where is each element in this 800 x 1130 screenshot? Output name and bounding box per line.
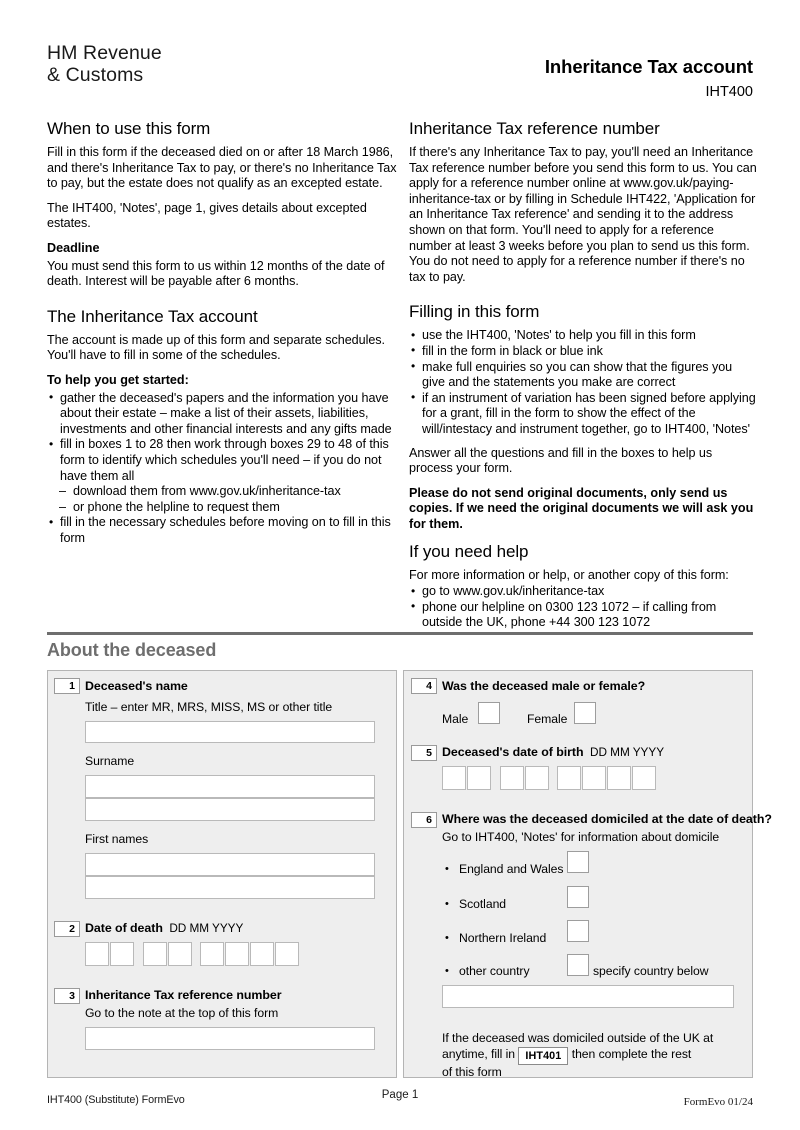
page-header bbox=[0, 0, 800, 105]
sub-list-item: – download them from www.gov.uk/inheritance-tax bbox=[60, 484, 397, 500]
intro-left-column bbox=[47, 118, 397, 554]
list-item: • fill in the necessary schedules before moving on to fill in this form bbox=[47, 515, 397, 546]
specify-country-hint: specify country below bbox=[593, 964, 709, 978]
question-6-hint: Go to IHT400, 'Notes' for information about domicile bbox=[442, 830, 720, 844]
question-number-3: 3 bbox=[54, 988, 80, 1004]
heading-if-you-need-help: If you need help bbox=[409, 542, 529, 562]
male-checkbox[interactable] bbox=[478, 702, 500, 724]
death-month-digit-1[interactable] bbox=[143, 942, 167, 966]
surname-label: Surname bbox=[85, 754, 135, 768]
get-started-sub-list bbox=[60, 484, 397, 515]
birth-day-digit-2[interactable] bbox=[467, 766, 491, 790]
death-year-digit-1[interactable] bbox=[200, 942, 224, 966]
death-month-digit-2[interactable] bbox=[168, 942, 192, 966]
question-number-6: 6 bbox=[411, 812, 437, 828]
domicile-england-wales-checkbox[interactable] bbox=[567, 851, 589, 873]
heading-get-started: To help you get started: bbox=[47, 372, 189, 387]
death-year-digit-3[interactable] bbox=[250, 942, 274, 966]
birth-year-digit-3[interactable] bbox=[607, 766, 631, 790]
intro-right-column bbox=[409, 118, 757, 639]
question-5-label-text: Deceased's date of birth bbox=[442, 745, 584, 759]
list-item bbox=[47, 437, 397, 515]
spacer bbox=[409, 294, 757, 301]
list-item: • phone our helpline on 0300 123 1072 – if calling from outside the UK, phone +44 300 123 1072 bbox=[409, 600, 757, 631]
list-item: • gather the deceased's papers and the information you have about their estate – make a list of their assets, liabilities, investments and other financial interests and any gifts made bbox=[47, 391, 397, 438]
iht401-instruction-note bbox=[442, 1031, 742, 1080]
first-names-label: First names bbox=[85, 832, 149, 846]
first-names-input-row-1[interactable] bbox=[85, 853, 375, 876]
question-3-hint: Go to the note at the top of this form bbox=[85, 1006, 279, 1020]
hmrc-logo-line1: HM Revenue bbox=[47, 42, 162, 64]
question-number-5: 5 bbox=[411, 745, 437, 761]
birth-month-digit-1[interactable] bbox=[500, 766, 524, 790]
deceased-details-panel-right bbox=[403, 670, 753, 1078]
birth-year-digit-4[interactable] bbox=[632, 766, 656, 790]
death-day-digit-2[interactable] bbox=[110, 942, 134, 966]
note-line-2a: anytime, fill in bbox=[442, 1046, 516, 1061]
footer-publisher: FormEvo 01/24 bbox=[683, 1096, 753, 1108]
note-line-2b: then complete the rest bbox=[571, 1046, 692, 1061]
heading-filling-in-this-form: Filling in this form bbox=[409, 302, 540, 322]
birth-date-format-hint: DD MM YYYY bbox=[590, 745, 665, 759]
list-item: • make full enquiries so you can show that the figures you give and the statements you make are correct bbox=[409, 360, 757, 391]
question-2-label bbox=[85, 921, 243, 936]
death-day-digit-1[interactable] bbox=[85, 942, 109, 966]
reference-paragraph: If there's any Inheritance Tax to pay, you'll need an Inheritance Tax reference number before you send this form to us. You can apply for a reference number online at www.gov.uk/paying-inheritance-tax or by filling in Schedule IHT422, 'Application for an Inheritance Tax reference' and sending it to the address shown on that form. You'll need to apply for a reference number at least 3 weeks before you plan to send us this form. You do not need to apply for a reference number if there's no tax to pay. bbox=[409, 145, 757, 284]
list-item-text: fill in boxes 1 to 28 then work through boxes 29 to 48 of this form to identify which schedules you'll need – if you do not have them all bbox=[60, 437, 389, 483]
domicile-option-scotland-label: • Scotland bbox=[459, 897, 506, 912]
filling-in-list bbox=[409, 328, 757, 437]
heading-deadline: Deadline bbox=[47, 240, 100, 255]
heading-when-to-use: When to use this form bbox=[47, 119, 211, 138]
question-2-label-text: Date of death bbox=[85, 921, 163, 935]
form-code: IHT400 bbox=[705, 84, 753, 100]
help-list bbox=[409, 584, 757, 631]
when-paragraph-2: The IHT400, 'Notes', page 1, gives details about excepted estates. bbox=[47, 200, 367, 231]
domicile-scotland-checkbox[interactable] bbox=[567, 886, 589, 908]
note-line-1: If the deceased was domiciled outside of the UK at bbox=[442, 1031, 714, 1045]
female-checkbox[interactable] bbox=[574, 702, 596, 724]
birth-day-digit-1[interactable] bbox=[442, 766, 466, 790]
surname-input-row-1[interactable] bbox=[85, 775, 375, 798]
no-original-documents-warning: Please do not send original documents, only send us copies. If we need the original documents we will ask you for them. bbox=[409, 485, 754, 531]
birth-year-digit-1[interactable] bbox=[557, 766, 581, 790]
surname-input-row-2[interactable] bbox=[85, 798, 375, 821]
section-divider bbox=[47, 632, 753, 635]
footer-form-id: IHT400 (Substitute) FormEvo bbox=[47, 1094, 185, 1106]
question-4-label: Was the deceased male or female? bbox=[442, 679, 646, 693]
spacer bbox=[47, 299, 397, 306]
title-hint: Title – enter MR, MRS, MISS, MS or other title bbox=[85, 700, 333, 714]
question-6-label: Where was the deceased domiciled at the date of death? bbox=[442, 812, 772, 826]
list-item: • fill in the form in black or blue ink bbox=[409, 344, 757, 360]
hmrc-logo bbox=[47, 42, 162, 86]
death-year-digit-2[interactable] bbox=[225, 942, 249, 966]
female-label: Female bbox=[527, 712, 568, 726]
when-paragraph-1: Fill in this form if the deceased died on or after 18 March 1986, and there's Inheritance Tax to pay, or there's no Inheritance Tax to pay, but the estate does not qualify as an excepted estate. bbox=[47, 145, 397, 191]
hmrc-logo-line2: & Customs bbox=[47, 64, 144, 86]
date-format-hint: DD MM YYYY bbox=[169, 921, 244, 935]
first-names-input-row-2[interactable] bbox=[85, 876, 375, 899]
account-paragraph: The account is made up of this form and separate schedules. You'll have to fill in some of the schedules. bbox=[47, 332, 385, 363]
list-item: • go to www.gov.uk/inheritance-tax bbox=[409, 584, 757, 600]
help-intro-paragraph: For more information or help, or another copy of this form: bbox=[409, 568, 729, 583]
footer-page-number: Page 1 bbox=[381, 1089, 419, 1101]
list-item: • use the IHT400, 'Notes' to help you fill in this form bbox=[409, 328, 757, 344]
question-number-2: 2 bbox=[54, 921, 80, 937]
domicile-northern-ireland-checkbox[interactable] bbox=[567, 920, 589, 942]
other-country-input[interactable] bbox=[442, 985, 734, 1008]
deadline-paragraph: You must send this form to us within 12 months of the date of death. Interest will be payable after 6 months. bbox=[47, 258, 385, 289]
answer-questions-paragraph: Answer all the questions and fill in the boxes to help us process your form. bbox=[409, 445, 713, 476]
domicile-option-england-wales-label: • England and Wales bbox=[459, 862, 563, 877]
list-item: • if an instrument of variation has been signed before applying for a grant, fill in the form to show the effect of the will/intestacy and instrument together, go to IHT400, 'Notes' bbox=[409, 391, 757, 438]
heading-iht-reference-number: Inheritance Tax reference number bbox=[409, 119, 660, 138]
heading-the-iht-account: The Inheritance Tax account bbox=[47, 306, 258, 326]
question-3-label: Inheritance Tax reference number bbox=[85, 988, 282, 1002]
birth-year-digit-2[interactable] bbox=[582, 766, 606, 790]
male-label: Male bbox=[442, 712, 469, 726]
note-line-3: of this form bbox=[442, 1064, 502, 1079]
title-input[interactable] bbox=[85, 721, 375, 743]
sub-list-item: – or phone the helpline to request them bbox=[60, 500, 397, 516]
question-number-1: 1 bbox=[54, 678, 80, 694]
birth-month-digit-2[interactable] bbox=[525, 766, 549, 790]
get-started-list bbox=[47, 391, 397, 547]
domicile-option-northern-ireland-label: • Northern Ireland bbox=[459, 931, 546, 946]
iht401-chip: IHT401 bbox=[518, 1047, 568, 1065]
spacer bbox=[409, 534, 757, 541]
question-5-label bbox=[442, 745, 664, 760]
domicile-other-country-checkbox[interactable] bbox=[567, 954, 589, 976]
question-number-4: 4 bbox=[411, 678, 437, 694]
domicile-option-other-country-label: • other country bbox=[459, 964, 529, 979]
page-title: Inheritance Tax account bbox=[544, 56, 753, 77]
iht-reference-input[interactable] bbox=[85, 1027, 375, 1050]
death-year-digit-4[interactable] bbox=[275, 942, 299, 966]
section-heading-about-the-deceased: About the deceased bbox=[47, 640, 217, 660]
question-1-label: Deceased's name bbox=[85, 679, 188, 693]
